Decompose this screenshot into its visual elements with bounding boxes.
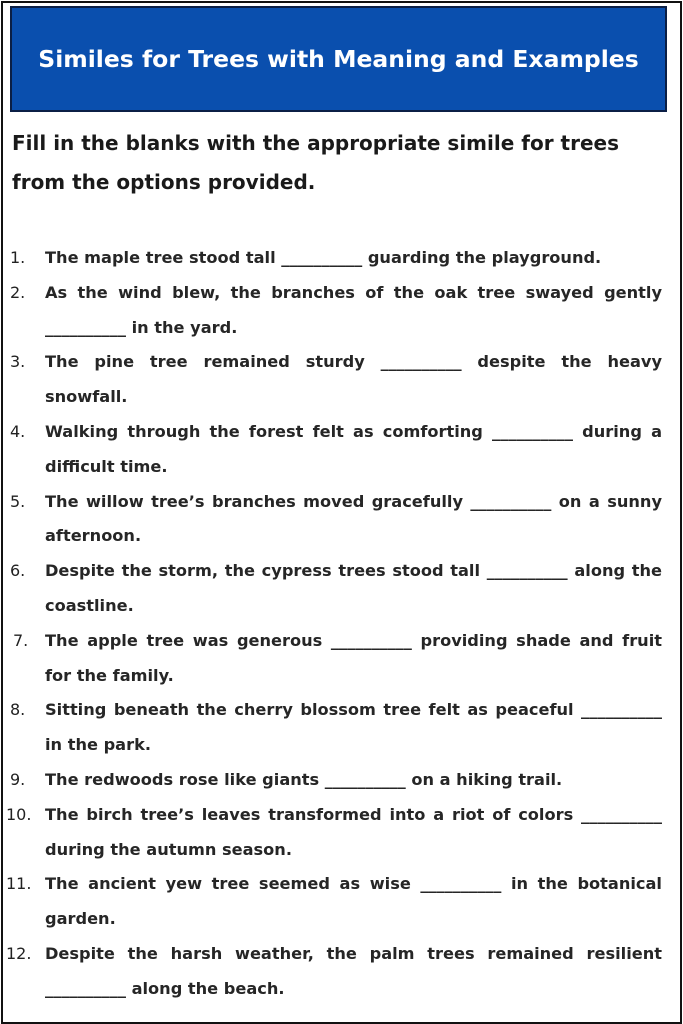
question-number: 9. xyxy=(10,769,26,789)
question-number: 4. xyxy=(10,421,26,441)
question-text: The pine tree remained sturdy __________ despite the heavy snowfall. xyxy=(45,352,662,407)
question-text: Despite the harsh weather, the palm trees remained resilient __________ along the beach. xyxy=(45,943,662,998)
question-item xyxy=(10,241,662,276)
question-number: 3. xyxy=(10,352,26,372)
question-number: 5. xyxy=(10,491,26,511)
question-item xyxy=(6,798,662,868)
question-number: 12. xyxy=(6,943,32,963)
question-number: 7. xyxy=(13,630,29,650)
question-number: 2. xyxy=(10,282,26,302)
question-text: The apple tree was generous __________ providing shade and fruit for the family. xyxy=(45,630,662,685)
question-number: 8. xyxy=(10,700,26,720)
question-text: Sitting beneath the cherry blossom tree felt as peaceful __________ in the park. xyxy=(45,700,662,755)
question-item xyxy=(10,485,662,555)
question-text: Despite the storm, the cypress trees stood tall __________ along the coastline. xyxy=(45,561,662,615)
question-text: As the wind blew, the branches of the oak tree swayed gently __________ in the yard. xyxy=(45,282,662,337)
page-title: Similes for Trees with Meaning and Examples xyxy=(38,45,639,73)
question-item xyxy=(6,937,662,1007)
question-item xyxy=(10,624,662,694)
question-text: The ancient yew tree seemed as wise __________ in the botanical garden. xyxy=(45,874,662,929)
question-item xyxy=(10,693,662,763)
title-banner xyxy=(10,6,667,112)
question-item xyxy=(10,276,662,346)
question-number: 10. xyxy=(6,804,32,824)
question-text: The redwoods rose like giants __________ on a hiking trail. xyxy=(45,769,563,789)
question-item xyxy=(10,415,662,485)
question-item xyxy=(10,345,662,415)
instruction-text: Fill in the blanks with the appropriate simile for trees from the options provided. xyxy=(12,131,619,194)
question-number: 11. xyxy=(6,874,32,894)
question-number: 6. xyxy=(10,561,26,581)
question-item xyxy=(10,554,662,624)
question-item xyxy=(6,867,662,937)
question-item xyxy=(10,763,662,798)
question-number: 1. xyxy=(10,248,26,267)
question-text: Walking through the forest felt as comforting __________ during a difficult time. xyxy=(45,421,662,476)
question-text: The maple tree stood tall __________ guarding the playground. xyxy=(45,248,602,267)
question-list xyxy=(6,241,662,1007)
question-text: The birch tree’s leaves transformed into a riot of colors __________ during the autumn season. xyxy=(45,804,662,859)
question-text: The willow tree’s branches moved gracefully __________ on a sunny afternoon. xyxy=(45,491,662,546)
